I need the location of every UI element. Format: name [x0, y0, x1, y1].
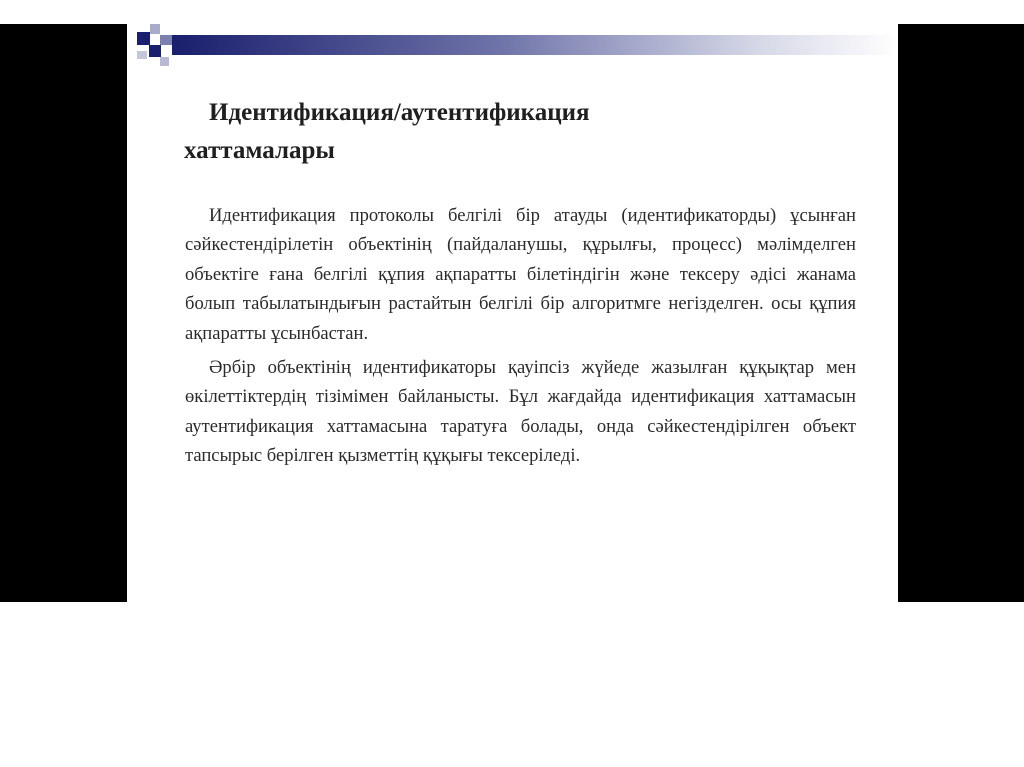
body-paragraph-2: Әрбір объектінің идентификаторы қауіпсіз жүйеде жазылған құқықтар мен өкілеттіктердің тізімімен байланысты. Бұл жағдайда идентификация хаттамасын аутентификация хаттамасына таратуға болады, онда сәйкестендірілген объект тапсырыс берілген қызметтің құқығы тексеріледі.	[185, 357, 856, 467]
deco-square-5	[137, 51, 147, 59]
header-gradient-bar	[172, 35, 898, 55]
deco-square-6	[160, 57, 169, 66]
body-paragraph-1: Идентификация протоколы белгілі бір атауды (идентификаторды) ұсынған сәйкестендірілетін объектінің (пайдаланушы, құрылғы, процесс) мәлімделген объектіге ғана белгілі құпия ақпаратты білетіндігін және тексеру әдісі жанама болып табылатындығын растайтын белгілі бір алгоритмге негізделген. осы құпия ақпаратты ұсынбастан.	[185, 205, 856, 344]
deco-square-4	[160, 35, 172, 45]
slide-title	[184, 94, 784, 170]
deco-square-1	[137, 32, 150, 45]
slide	[127, 24, 898, 602]
slide-title-line-1: Идентификация/аутентификация	[209, 99, 590, 126]
deco-square-3	[149, 45, 161, 57]
slide-title-line-2: хаттамалары	[184, 137, 335, 164]
slide-body	[185, 201, 856, 471]
slide-header-decoration	[127, 24, 898, 84]
deco-square-2	[150, 24, 160, 34]
